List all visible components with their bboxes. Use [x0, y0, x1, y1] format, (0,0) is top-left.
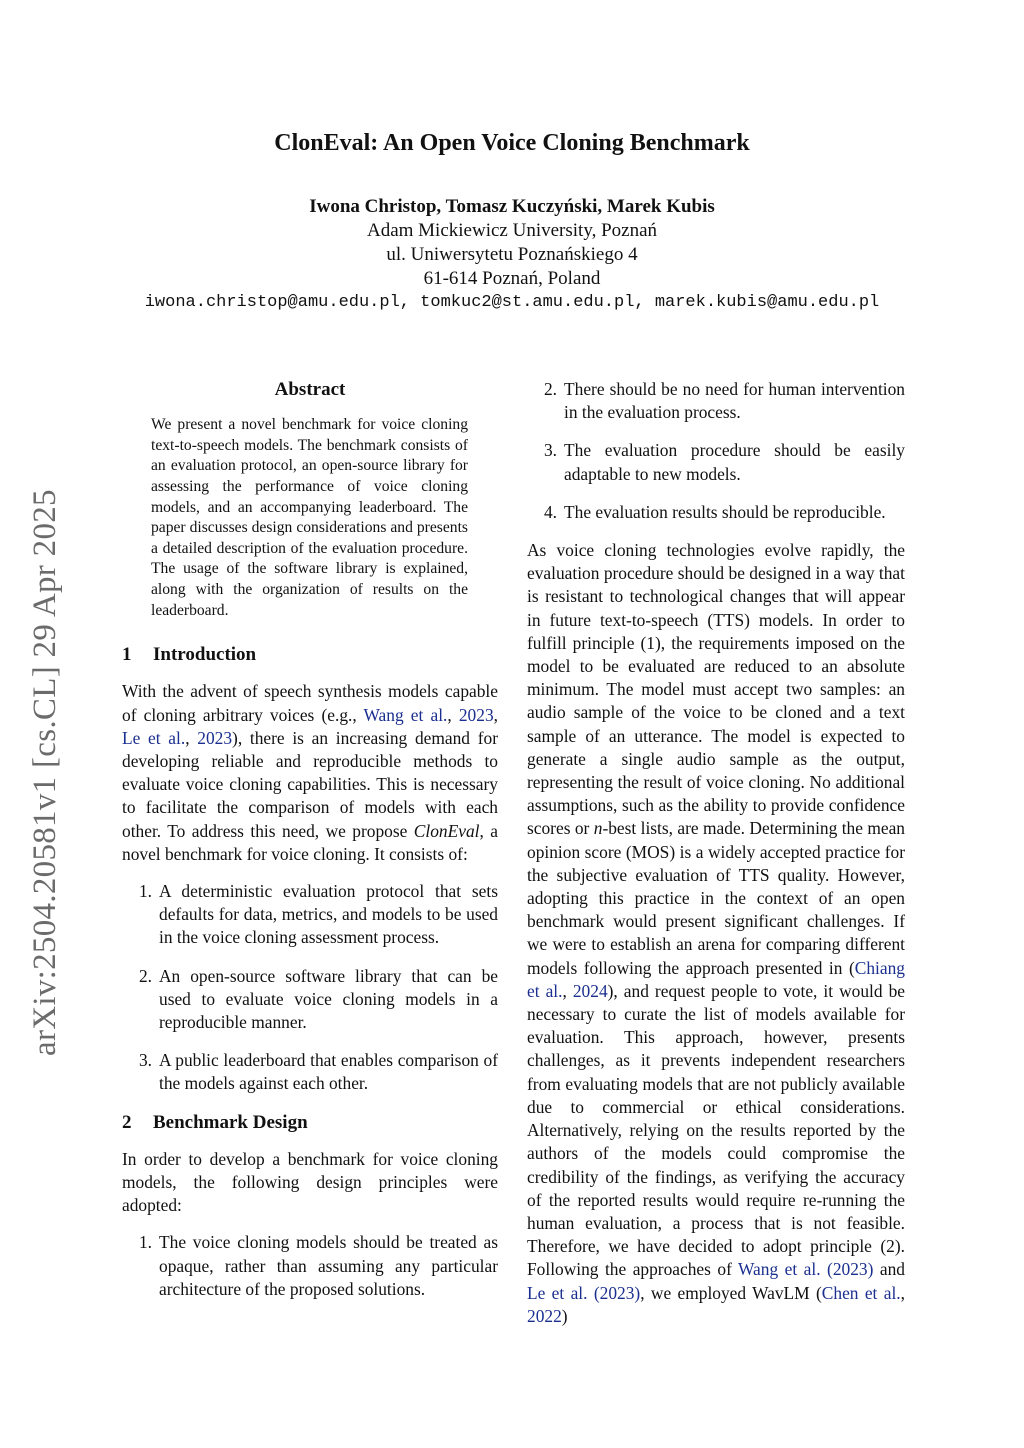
text-run: , — [447, 704, 459, 725]
author-names: Iwona Christop, Tomasz Kuczyński, Marek Kubis — [309, 196, 715, 217]
section-heading-benchmark-design — [122, 1111, 498, 1134]
list-number: 1. — [138, 1232, 152, 1253]
list-number: 3. — [138, 1050, 152, 1071]
citation-link-chiang[interactable]: Chiang et al. — [527, 957, 905, 1001]
author-block — [0, 195, 1024, 315]
text-run: ), there is an increasing demand for developing reliable and reproducible methods to evaluate voice cloning capabilities. This is necessary to facilitate the comparison of models with each other. To address this need, we propose — [122, 727, 498, 841]
contribution-list — [122, 880, 498, 1096]
affiliation-street: ul. Uniwersytetu Poznańskiego 4 — [386, 244, 638, 265]
right-column — [527, 378, 905, 1328]
text-run: -best lists, are made. Determining the mean opinion score (MOS) is a widely accepted practice for the subjective evaluation of TTS quality. However, adopting this practice in the context of an open benchmark would present significant challenges. If we were to establish an arena for comparing different models following the approach presented in ( — [527, 818, 905, 978]
text-run: As voice cloning technologies evolve rapidly, the evaluation procedure should be designed in a way that is resistant to technological changes that will appear in future text-to-speech (TTS) models. In order to fulfill principle (1), the requirements imposed on the model to be evaluated are reduced to an absolute minimum. The model must accept two samples: an audio sample of the voice to be cloned and a text sample of an utterance. The model is expected to generate a single audio sample as the output, representing the result of voice cloning. No additional assumptions, such as the ability to provide confidence scores or — [527, 540, 905, 839]
list-item — [122, 1231, 498, 1301]
list-number: 2. — [138, 965, 152, 986]
section-title: Benchmark Design — [153, 1111, 308, 1133]
list-number: 3. — [543, 440, 557, 461]
citation-link-wang[interactable]: Wang et al. — [363, 704, 448, 725]
section-title: Introduction — [153, 644, 257, 666]
abstract-heading: Abstract — [274, 379, 346, 400]
list-number: 4. — [543, 501, 557, 522]
text-run: , — [562, 980, 573, 1001]
citation-link-le[interactable]: Le et al. — [122, 727, 186, 748]
principles-list — [122, 1231, 498, 1301]
list-item — [527, 501, 905, 524]
citation-link-wang[interactable]: Wang et al. — [738, 1259, 821, 1280]
list-item — [122, 965, 498, 1035]
citation-year-link[interactable]: 2022 — [527, 1305, 562, 1326]
affiliation-city: 61-614 Poznań, Poland — [423, 268, 601, 289]
text-run: and — [873, 1259, 906, 1280]
text-run: , — [493, 704, 498, 725]
section-number: 1 — [122, 644, 132, 666]
text-run: , — [185, 727, 198, 748]
citation-year-link[interactable]: (2023) — [827, 1259, 874, 1280]
list-number: 1. — [138, 880, 152, 901]
list-text: There should be no need for human intervention in the evaluation process. — [564, 379, 905, 423]
math-variable: n — [593, 818, 603, 839]
section-heading-introduction — [122, 643, 498, 666]
text-run: ) — [561, 1305, 568, 1326]
design-paragraph — [527, 539, 905, 1328]
list-item — [527, 378, 905, 424]
text-run: , we employed WavLM ( — [640, 1282, 822, 1303]
list-item — [122, 880, 498, 950]
affiliation-institution: Adam Mickiewicz University, Poznań — [366, 220, 658, 241]
arxiv-identifier-stamp: arXiv:2504.20581v1 [cs.CL] 29 Apr 2025 — [27, 489, 63, 1056]
list-text: A deterministic evaluation protocol that sets defaults for data, metrics, and models to be used in the voice cloning assessment process. — [159, 880, 498, 948]
list-text: An open-source software library that can be used to evaluate voice cloning models in a reproducible manner. — [159, 965, 498, 1032]
principles-list-continued — [527, 378, 905, 524]
benchmark-name: ClonEval — [413, 820, 480, 841]
citation-link-le[interactable]: Le et al. — [527, 1282, 588, 1303]
citation-year-link[interactable]: 2023 — [197, 727, 233, 748]
left-column — [122, 378, 498, 1316]
section-number: 2 — [122, 1111, 132, 1133]
author-emails: iwona.christop@amu.edu.pl, tomkuc2@st.amu.edu.pl, marek.kubis@amu.edu.pl — [144, 293, 880, 312]
list-number: 2. — [543, 379, 557, 399]
list-text: A public leaderboard that enables comparison of the models against each other. — [159, 1050, 498, 1094]
text-run: , a novel benchmark for voice cloning. It consists of: — [122, 820, 498, 864]
text-run: With the advent of speech synthesis models capable of cloning arbitrary voices (e.g., — [122, 681, 498, 725]
citation-year-link[interactable]: 2023 — [458, 704, 494, 725]
design-intro-paragraph: In order to develop a benchmark for voice cloning models, the following design principles were adopted: — [122, 1148, 498, 1216]
abstract-text: We present a novel benchmark for voice cloning text-to-speech models. The benchmark consists of an evaluation protocol, an open-source library for assessing the performance of voice cloning models, and an accompanying leaderboard. The paper discusses design considerations and presents a detailed description of the evaluation procedure. The usage of the software library is explained, along with the organization of results on the leaderboard. — [151, 416, 468, 619]
list-text: The evaluation procedure should be easily adaptable to new models. — [564, 440, 905, 484]
citation-year-link[interactable]: (2023) — [593, 1282, 641, 1303]
list-item — [527, 439, 905, 485]
text-run: , — [900, 1282, 905, 1303]
citation-link-chen[interactable]: Chen et al. — [821, 1282, 901, 1303]
list-item — [122, 1049, 498, 1095]
text-run: ), and request people to vote, it would be necessary to curate the list of models available for evaluation. This approach, however, presents challenges, as it prevents independent researchers from evaluating models that are not publicly available due to commercial or ethical considerations. Alternatively, relying on the results reported by the authors of the models could compromise the credibility of the findings, as verifying the accuracy of the reported results would require re-running the human evaluation, a process that is not feasible. Therefore, we have decided to adopt principle (2). Following the approaches of — [527, 980, 906, 1280]
list-text: The voice cloning models should be treated as opaque, rather than assuming any particular architecture of the proposed solutions. — [159, 1232, 498, 1299]
list-text: The evaluation results should be reproducible. — [564, 501, 886, 522]
paper-title: ClonEval: An Open Voice Cloning Benchmark — [274, 130, 750, 156]
citation-year-link[interactable]: 2024 — [572, 980, 608, 1001]
intro-paragraph — [122, 680, 498, 866]
